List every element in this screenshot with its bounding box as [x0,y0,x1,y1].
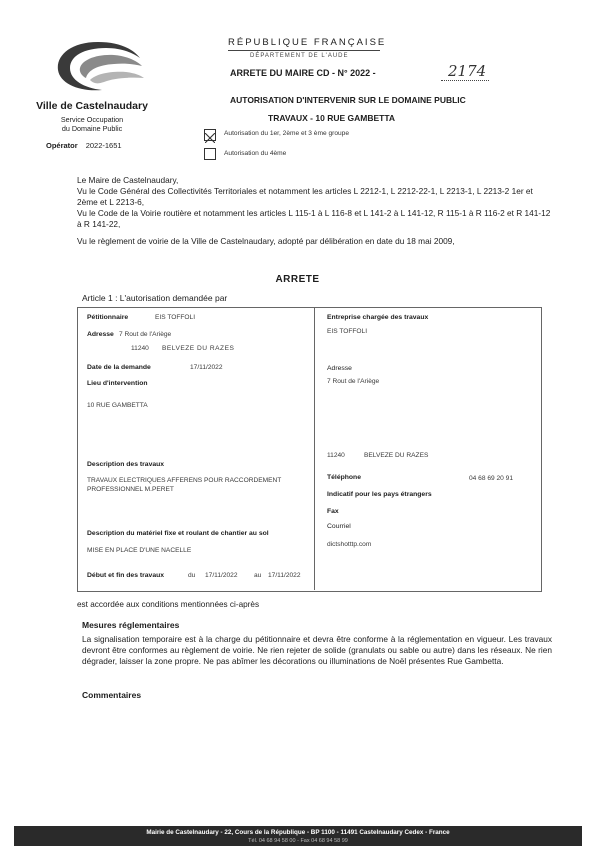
preamble-cgct: Vu le Code Général des Collectivités Territoriales et notamment les articles L 2212-1, L 2212-22-1, L 2213-1, L 2213-2 1er et 2ème et L 2213-6, [77,186,533,207]
republic-heading: RÉPUBLIQUE FRANÇAISE [228,37,387,48]
company-postal: 11240 [327,452,345,459]
org-name: Ville de Castelnaudary [36,100,148,112]
company-value: EIS TOFFOLI [327,328,368,335]
petitioner-value: EIS TOFFOLI [155,314,196,321]
date-start: 17/11/2022 [205,572,238,579]
dates-to-word: au [254,572,262,579]
form-divider [314,307,315,590]
address-postal: 11240 [131,345,149,352]
dates-from-word: du [188,572,196,579]
arrete-number-handwritten: 2174 [448,62,487,80]
department-name: DÉPARTEMENT DE L'AUDE [250,53,349,59]
address-label: Adresse [87,331,114,338]
preamble-mayor: Le Maire de Castelnaudary, [77,175,179,185]
service-name: Service Occupation du Domaine Public [60,115,124,133]
address-line1: 7 Rout de l'Ariège [119,331,172,338]
request-date-label: Date de la demande [87,364,151,371]
foreign-prefix-label: Indicatif pour les pays étrangers [327,491,432,498]
footer-address: Mairie de Castelnaudary - 22, Cours de la République - BP 1100 - 11491 Castelnaudary Cedex - France [146,829,450,836]
operation-reference [46,141,122,150]
equipment-value: MISE EN PLACE D'UNE NACELLE [87,547,192,554]
granted-text: est accordée aux conditions mentionnées ci-après [77,600,260,609]
authorization-title: AUTORISATION D'INTERVENIR SUR LE DOMAINE PUBLIC [230,95,466,105]
preamble-voirie: Vu le Code de la Voirie routière et notamment les articles L 115-1 à L 116-8 et L 141-2 à L 141-12, R 115-1 à R 116-2 et R 141-12 à R 141-22, [77,208,551,229]
regulatory-text: La signalisation temporaire est à la charge du pétitionnaire et devra être conforme à la réglementation en vigueur. Les travaux devront être conformes au règlement de voirie. Ne rien rejeter de solide (granulats ou sable ou autre) dans les réseaux. Ne rien dégrader, laisser la zone propre. Ne pas abîmer les décorations ou illuminations de Noël présentes Rue Gambetta. [82,634,552,666]
company-address-label: Adresse [327,365,352,372]
phone-label: Téléphone [327,474,361,481]
equipment-label: Description du matériel fixe et roulant de chantier au sol [87,530,269,537]
comments-heading: Commentaires [82,690,142,700]
operation-number: 2022-1651 [85,141,122,150]
company-city: BELVEZE DU RAZES [364,452,429,459]
date-end: 17/11/2022 [268,572,301,579]
email-value: dictshotttp.com [327,541,372,548]
castelnaudary-logo [50,38,145,96]
email-label: Courriel [327,523,351,530]
article-1: Article 1 : L'autorisation demandée par [82,293,228,303]
works-description-label: Description des travaux [87,461,165,468]
checkbox-group-1-3[interactable] [204,129,216,141]
petitioner-label: Pétitionnaire [87,314,129,321]
footer-contact: Tél. 04 68 94 58 00 - Fax 04 68 94 58 99 [248,838,348,844]
location-label: Lieu d'intervention [87,380,148,387]
checkmark-icon [205,133,215,143]
checkbox-group-1-3-label: Autorisation du 1er, 2ème et 3 ème groupe [224,130,349,137]
arrete-number-line [441,80,489,81]
company-address-line1: 7 Rout de l'Ariège [327,378,380,385]
regulatory-heading: Mesures réglementaires [82,620,180,630]
checkbox-group-4[interactable] [204,148,216,160]
location-value: 10 RUE GAMBETTA [87,402,148,409]
fax-label: Fax [327,508,339,515]
request-date-value: 17/11/2022 [190,364,223,371]
works-title: TRAVAUX - 10 RUE GAMBETTA [268,113,396,123]
address-city: BELVEZE DU RAZES [162,345,235,352]
company-label: Entreprise chargée des travaux [327,314,429,321]
phone-value: 04 68 69 20 91 [469,475,513,482]
republic-underline [228,50,380,51]
operation-label: Opérator [46,141,78,150]
works-description-value: TRAVAUX ELECTRIQUES AFFERENS POUR RACCORDEMENT PROFESSIONNEL M.PERET [87,477,282,493]
preamble-reglement: Vu le règlement de voirie de la Ville de Castelnaudary, adopté par délibération en date du 18 mai 2009, [77,236,455,246]
dates-label: Début et fin des travaux [87,572,165,579]
checkbox-group-4-label: Autorisation du 4ème [224,150,287,157]
arrete-heading: ARRETE [275,274,320,285]
arrete-title: ARRETE DU MAIRE CD - N° 2022 - [230,68,376,78]
